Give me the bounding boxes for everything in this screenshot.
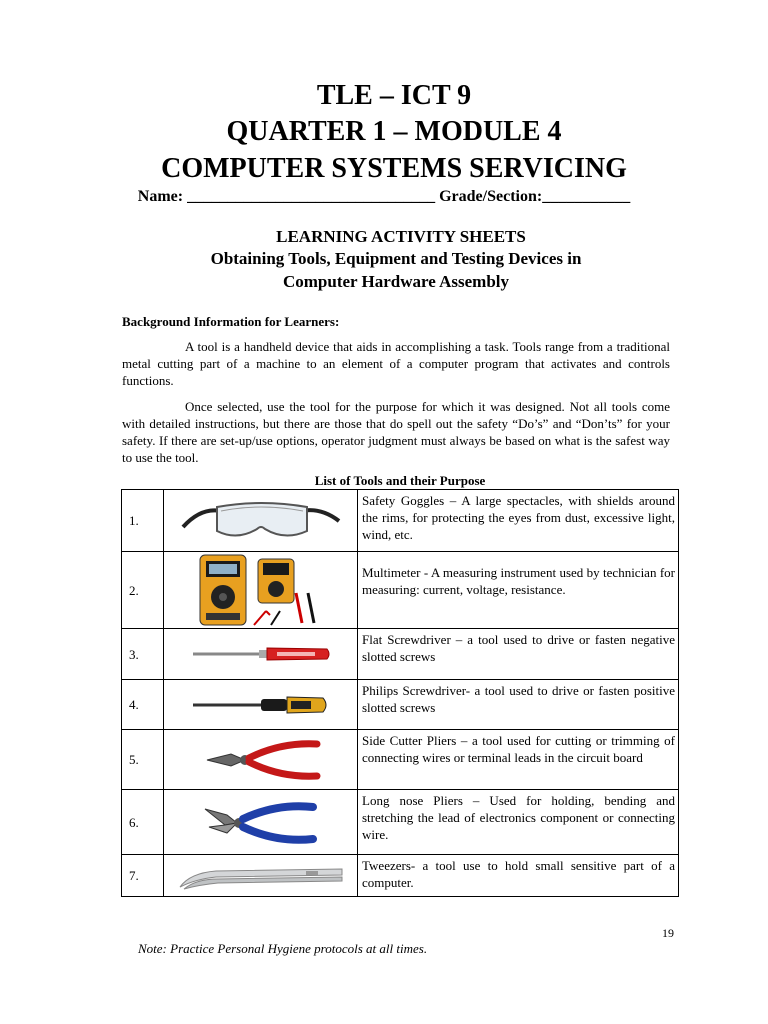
activity-subtitle-1: Obtaining Tools, Equipment and Testing Devices in [210,249,582,268]
table-row [122,490,679,552]
background-heading: Background Information for Learners: [122,314,340,329]
table-row [122,629,679,680]
background-paragraph-2: Once selected, use the tool for the purpose for which it was designed. Not all tools come with detailed instructions, but there are those that do spell out the safety “Do’s” and “Don’ts” for your safety. If there are set-up/use options, operator judgment must always be based on what is the safest way to use the tool. [122,399,670,465]
row-number: 6. [122,790,164,855]
row-description: Long nose Pliers – Used for holding, bending and stretching the lead of electronics component or connecting wire. [358,790,679,855]
row-description: Multimeter - A measuring instrument used by technician for measuring: current, voltage, resistance. [358,552,679,629]
row-description: Flat Screwdriver – a tool used to drive or fasten negative slotted screws [358,629,679,680]
row-number: 5. [122,730,164,790]
hygiene-note: Note: Practice Personal Hygiene protocols at all times. [138,941,428,956]
row-description: Tweezers- a tool use to hold small sensitive part of a computer. [358,855,679,897]
philips-screwdriver-icon [164,680,358,730]
background-paragraph-1: A tool is a handheld device that aids in accomplishing a task. Tools range from a traditional metal cutting part of a machine to an element of a computer program that activates and controls functions. [122,339,670,388]
tools-table [121,489,679,897]
activity-heading: LEARNING ACTIVITY SHEETS [276,227,526,246]
flat-screwdriver-icon [164,629,358,680]
row-number: 1. [122,490,164,552]
title-line-3: COMPUTER SYSTEMS SERVICING [161,153,627,184]
row-number: 2. [122,552,164,629]
tweezers-icon [164,855,358,897]
activity-subtitle-2: Computer Hardware Assembly [282,272,510,291]
title-line-2: QUARTER 1 – MODULE 4 [226,116,562,147]
page-number: 19 [662,926,674,940]
table-row [122,680,679,730]
side-cutter-pliers-icon [164,730,358,790]
table-row [122,855,679,897]
row-description: Philips Screwdriver- a tool used to drive or fasten positive slotted screws [358,680,679,730]
table-row [122,552,679,629]
name-grade-line: Name: _______________________________ Grade/Section:___________ [137,188,631,205]
row-number: 7. [122,855,164,897]
multimeter-icon [164,552,358,629]
row-number: 4. [122,680,164,730]
long-nose-pliers-icon [164,790,358,855]
row-description: Side Cutter Pliers – a tool used for cutting or trimming of connecting wires or terminal leads in the circuit board [358,730,679,790]
row-description: Safety Goggles – A large spectacles, with shields around the rims, for protecting the eyes from dust, excessive light, wind, etc. [358,490,679,552]
tools-table-title: List of Tools and their Purpose [314,473,486,488]
table-row [122,730,679,790]
title-line-1: TLE – ICT 9 [316,80,472,111]
row-number: 3. [122,629,164,680]
table-row [122,790,679,855]
safety-goggles-icon [164,490,358,552]
